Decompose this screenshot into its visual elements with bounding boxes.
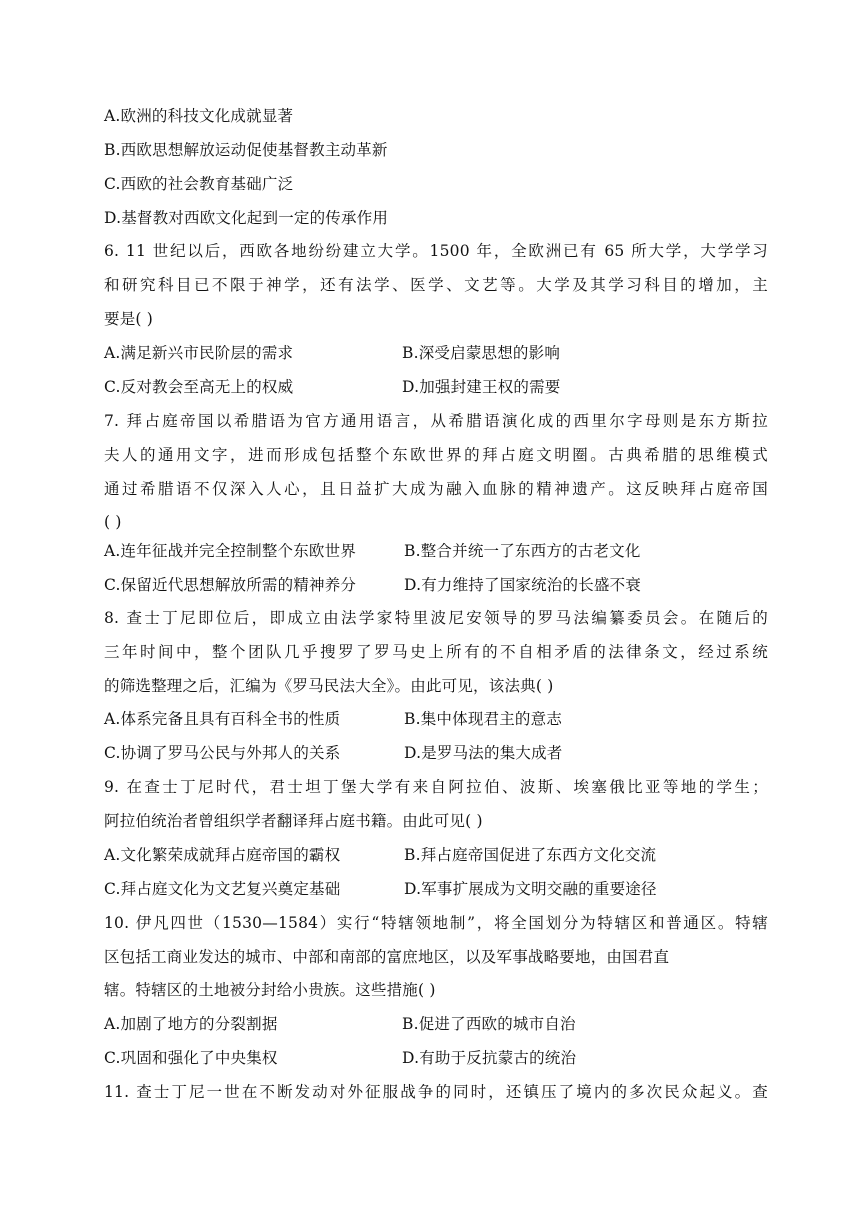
q10-options-row-1: [104, 1013, 576, 1035]
q7-stem-line-1: 7. 拜占庭帝国以希腊语为官方通用语言，从希腊语演化成的西里尔字母则是东方斯拉: [104, 412, 768, 430]
q10-option-a: A.加剧了地方的分裂割据: [104, 1015, 278, 1033]
q10-options-row-2: [104, 1047, 577, 1069]
q8-option-b: B.集中体现君主的意志: [404, 710, 563, 728]
q8-option-c: C.协调了罗马公民与外邦人的关系: [104, 744, 341, 762]
q9-stem-line-2: 阿拉伯统治者曾组织学者翻译拜占庭书籍。由此可见( ): [104, 812, 483, 830]
q9-option-b: B.拜占庭帝国促进了东西方文化交流: [404, 846, 657, 864]
q8-option-d: D.是罗马法的集大成者: [404, 744, 563, 762]
q6-option-a: A.满足新兴市民阶层的需求: [104, 344, 294, 362]
q6-options-row-2: [104, 376, 561, 398]
q7-option-b: B.整合并统一了东西方的古老文化: [404, 542, 641, 560]
q8-stem-line-1: 8. 查士丁尼即位后，即成立由法学家特里波尼安领导的罗马法编纂委员会。在随后的: [104, 609, 768, 627]
q9-option-c: C.拜占庭文化为文艺复兴奠定基础: [104, 880, 341, 898]
q7-options-row-2: [104, 574, 642, 596]
q8-option-a: A.体系完备且具有百科全书的性质: [104, 710, 341, 728]
q7-options-row-1: [104, 540, 641, 562]
q10-option-b: B.促进了西欧的城市自治: [402, 1015, 576, 1033]
q5-option-a: A.欧洲的科技文化成就显著: [104, 107, 294, 125]
q6-option-d: D.加强封建王权的需要: [402, 378, 561, 396]
q9-options-row-2: [104, 878, 657, 900]
q7-stem-line-4: ( ): [104, 513, 122, 531]
q5-option-c: C.西欧的社会教育基础广泛: [104, 175, 294, 193]
q6-stem-line-2: 和研究科目已不限于神学，还有法学、医学、文艺等。大学及其学习科目的增加，主: [104, 276, 768, 294]
q9-stem-line-1: 9. 在查士丁尼时代，君士坦丁堡大学有来自阿拉伯、波斯、埃塞俄比亚等地的学生；: [104, 778, 768, 796]
q9-options-row-1: [104, 844, 657, 866]
q6-options-row-1: [104, 342, 561, 364]
q9-option-d: D.军事扩展成为文明交融的重要途径: [404, 880, 657, 898]
q7-stem-line-3: 通过希腊语不仅深入人心，且日益扩大成为融入血脉的精神遗产。这反映拜占庭帝国: [104, 480, 768, 498]
q8-stem-line-2: 三年时间中，整个团队几乎搜罗了罗马史上所有的不自相矛盾的法律条文，经过系统: [104, 643, 768, 661]
q7-option-c: C.保留近代思想解放所需的精神养分: [104, 576, 357, 594]
q10-option-d: D.有助于反抗蒙古的统治: [402, 1049, 577, 1067]
q10-stem-line-2: 区包括工商业发达的城市、中部和南部的富庶地区，以及军事战略要地，由国君直: [104, 948, 670, 966]
q10-option-c: C.巩固和强化了中央集权: [104, 1049, 278, 1067]
q7-option-a: A.连年征战并完全控制整个东欧世界: [104, 542, 357, 560]
q10-stem-line-1: 10. 伊凡四世（1530—1584）实行“特辖领地制”，将全国划分为特辖区和普通区。特辖: [104, 914, 768, 932]
q8-stem-line-3: 的筛选整理之后，汇编为《罗马民法大全》。由此可见，该法典( ): [104, 677, 554, 695]
q6-option-b: B.深受启蒙思想的影响: [402, 344, 561, 362]
q6-option-c: C.反对教会至高无上的权威: [104, 378, 294, 396]
q9-option-a: A.文化繁荣成就拜占庭帝国的霸权: [104, 846, 341, 864]
q10-stem-line-3: 辖。特辖区的土地被分封给小贵族。这些措施( ): [104, 981, 436, 999]
q5-option-d: D.基督教对西欧文化起到一定的传承作用: [104, 209, 389, 227]
q8-options-row-1: [104, 708, 563, 730]
q6-stem-line-3: 要是( ): [104, 310, 154, 328]
q5-option-b: B.西欧思想解放运动促使基督教主动革新: [104, 141, 388, 159]
q8-options-row-2: [104, 742, 563, 764]
q7-option-d: D.有力维持了国家统治的长盛不衰: [404, 576, 642, 594]
q11-stem-line-1: 11. 查士丁尼一世在不断发动对外征服战争的同时，还镇压了境内的多次民众起义。查: [104, 1083, 768, 1101]
q7-stem-line-2: 夫人的通用文字，进而形成包括整个东欧世界的拜占庭文明圈。古典希腊的思维模式: [104, 446, 768, 464]
q6-stem-line-1: 6. 11 世纪以后，西欧各地纷纷建立大学。1500 年，全欧洲已有 65 所大学，大学学习: [104, 242, 768, 260]
